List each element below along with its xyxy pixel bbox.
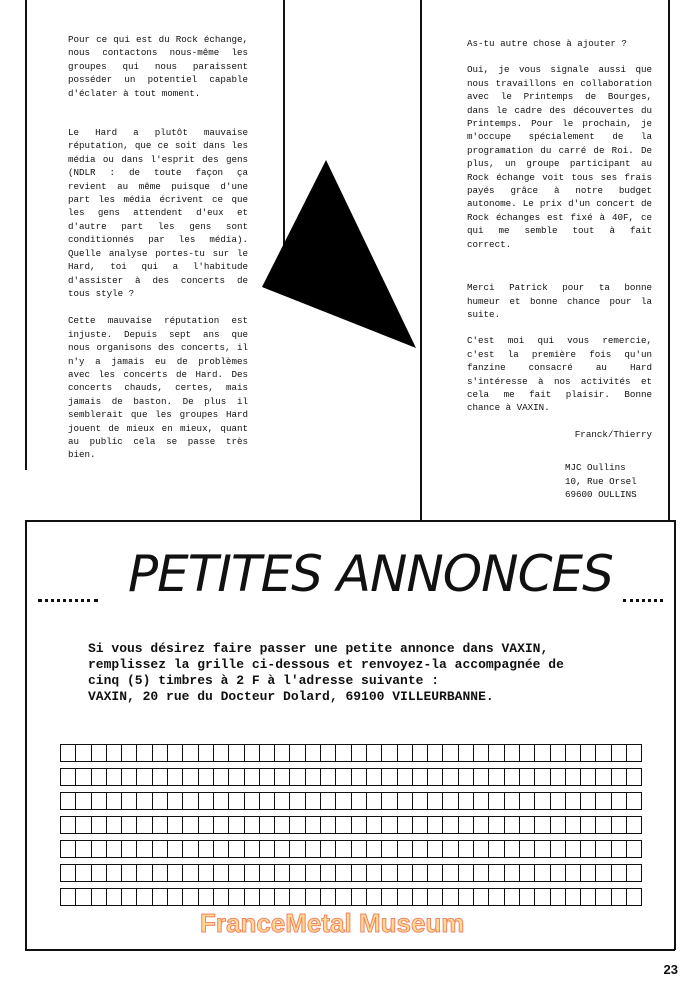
- grid-cell[interactable]: [168, 841, 183, 857]
- grid-cell[interactable]: [199, 841, 214, 857]
- grid-cell[interactable]: [168, 769, 183, 785]
- grid-cell[interactable]: [260, 865, 275, 881]
- grid-cell[interactable]: [627, 865, 641, 881]
- grid-row: [60, 888, 642, 906]
- grid-cell[interactable]: [443, 841, 458, 857]
- grid-cell[interactable]: [535, 769, 550, 785]
- grid-cell[interactable]: [520, 793, 535, 809]
- grid-cell[interactable]: [336, 865, 351, 881]
- grid-cell[interactable]: [199, 865, 214, 881]
- grid-cell[interactable]: [153, 841, 168, 857]
- grid-cell[interactable]: [76, 865, 91, 881]
- grid-cell[interactable]: [459, 889, 474, 905]
- grid-cell[interactable]: [489, 817, 504, 833]
- grid-cell[interactable]: [413, 769, 428, 785]
- grid-cell[interactable]: [428, 841, 443, 857]
- grid-cell[interactable]: [596, 865, 611, 881]
- grid-cell[interactable]: [505, 793, 520, 809]
- grid-cell[interactable]: [245, 769, 260, 785]
- grid-cell[interactable]: [214, 865, 229, 881]
- grid-cell[interactable]: [214, 769, 229, 785]
- grid-cell[interactable]: [459, 865, 474, 881]
- grid-cell[interactable]: [306, 841, 321, 857]
- grid-cell[interactable]: [367, 745, 382, 761]
- grid-cell[interactable]: [535, 817, 550, 833]
- grid-cell[interactable]: [199, 889, 214, 905]
- grid-cell[interactable]: [245, 817, 260, 833]
- grid-cell[interactable]: [336, 889, 351, 905]
- grid-cell[interactable]: [92, 745, 107, 761]
- grid-cell[interactable]: [352, 793, 367, 809]
- grid-cell[interactable]: [566, 769, 581, 785]
- grid-cell[interactable]: [596, 889, 611, 905]
- grid-cell[interactable]: [107, 745, 122, 761]
- grid-cell[interactable]: [443, 769, 458, 785]
- grid-cell[interactable]: [321, 889, 336, 905]
- grid-cell[interactable]: [398, 889, 413, 905]
- grid-cell[interactable]: [214, 841, 229, 857]
- grid-cell[interactable]: [551, 841, 566, 857]
- grid-cell[interactable]: [551, 817, 566, 833]
- grid-cell[interactable]: [581, 841, 596, 857]
- grid-cell[interactable]: [382, 889, 397, 905]
- grid-cell[interactable]: [183, 889, 198, 905]
- grid-cell[interactable]: [122, 889, 137, 905]
- grid-cell[interactable]: [321, 841, 336, 857]
- grid-cell[interactable]: [382, 769, 397, 785]
- grid-cell[interactable]: [275, 745, 290, 761]
- grid-cell[interactable]: [520, 745, 535, 761]
- grid-cell[interactable]: [306, 817, 321, 833]
- grid-cell[interactable]: [153, 817, 168, 833]
- grid-cell[interactable]: [229, 817, 244, 833]
- grid-cell[interactable]: [76, 769, 91, 785]
- left-column: [68, 33, 248, 488]
- grid-cell[interactable]: [122, 817, 137, 833]
- grid-cell[interactable]: [398, 865, 413, 881]
- classified-ad-grid: [60, 744, 642, 912]
- grid-cell[interactable]: [428, 817, 443, 833]
- grid-cell[interactable]: [306, 769, 321, 785]
- grid-cell[interactable]: [398, 841, 413, 857]
- grid-cell[interactable]: [321, 793, 336, 809]
- grid-cell[interactable]: [581, 769, 596, 785]
- grid-cell[interactable]: [489, 841, 504, 857]
- grid-cell[interactable]: [596, 745, 611, 761]
- grid-cell[interactable]: [336, 769, 351, 785]
- grid-cell[interactable]: [137, 841, 152, 857]
- grid-cell[interactable]: [581, 889, 596, 905]
- grid-cell[interactable]: [290, 841, 305, 857]
- grid-cell[interactable]: [137, 745, 152, 761]
- grid-cell[interactable]: [505, 841, 520, 857]
- thanks: Merci Patrick pour ta bonne humeur et bonne chance pour la suite.: [467, 282, 652, 320]
- grid-cell[interactable]: [382, 865, 397, 881]
- grid-cell[interactable]: [199, 769, 214, 785]
- grid-cell[interactable]: [321, 817, 336, 833]
- grid-cell[interactable]: [428, 793, 443, 809]
- grid-cell[interactable]: [428, 889, 443, 905]
- grid-cell[interactable]: [581, 865, 596, 881]
- grid-cell[interactable]: [168, 793, 183, 809]
- grid-cell[interactable]: [275, 769, 290, 785]
- grid-cell[interactable]: [520, 817, 535, 833]
- grid-cell[interactable]: [229, 745, 244, 761]
- grid-cell[interactable]: [153, 745, 168, 761]
- grid-cell[interactable]: [183, 841, 198, 857]
- grid-cell[interactable]: [627, 817, 641, 833]
- grid-cell[interactable]: [229, 865, 244, 881]
- grid-cell[interactable]: [596, 793, 611, 809]
- grid-cell[interactable]: [107, 793, 122, 809]
- grid-cell[interactable]: [352, 745, 367, 761]
- grid-cell[interactable]: [489, 889, 504, 905]
- grid-cell[interactable]: [459, 817, 474, 833]
- grid-cell[interactable]: [229, 841, 244, 857]
- grid-cell[interactable]: [153, 865, 168, 881]
- grid-cell[interactable]: [612, 889, 627, 905]
- grid-cell[interactable]: [398, 769, 413, 785]
- grid-cell[interactable]: [306, 889, 321, 905]
- grid-cell[interactable]: [183, 817, 198, 833]
- grid-cell[interactable]: [260, 769, 275, 785]
- grid-cell[interactable]: [61, 865, 76, 881]
- grid-row: [60, 768, 642, 786]
- grid-cell[interactable]: [520, 865, 535, 881]
- grid-cell[interactable]: [61, 841, 76, 857]
- grid-cell[interactable]: [107, 841, 122, 857]
- grid-cell[interactable]: [61, 793, 76, 809]
- grid-cell[interactable]: [443, 817, 458, 833]
- grid-cell[interactable]: [61, 817, 76, 833]
- grid-cell[interactable]: [474, 817, 489, 833]
- reply: C'est moi qui vous remercie, c'est la première fois qu'un fanzine consacré au Hard s'intéresse à nos activités et cela me fait plaisir. Bonne chance à VAXIN.: [467, 335, 652, 414]
- grid-cell[interactable]: [260, 793, 275, 809]
- grid-cell[interactable]: [199, 817, 214, 833]
- grid-cell[interactable]: [413, 841, 428, 857]
- grid-cell[interactable]: [92, 817, 107, 833]
- grid-cell[interactable]: [566, 745, 581, 761]
- grid-cell[interactable]: [306, 865, 321, 881]
- grid-row: [60, 840, 642, 858]
- grid-cell[interactable]: [612, 841, 627, 857]
- paragraph: Pour ce qui est du Rock échange, nous contactons nous-même les groupes qui nous paraissent posséder un potentiel capable d'éclater à tout moment.: [68, 34, 248, 99]
- grid-cell[interactable]: [566, 817, 581, 833]
- grid-cell[interactable]: [566, 793, 581, 809]
- grid-cell[interactable]: [474, 889, 489, 905]
- grid-row: [60, 792, 642, 810]
- grid-cell[interactable]: [214, 745, 229, 761]
- grid-cell[interactable]: [229, 793, 244, 809]
- grid-cell[interactable]: [551, 793, 566, 809]
- grid-cell[interactable]: [245, 865, 260, 881]
- grid-cell[interactable]: [367, 769, 382, 785]
- grid-cell[interactable]: [275, 841, 290, 857]
- right-column: [467, 37, 652, 501]
- intro-line: VAXIN, 20 rue du Docteur Dolard, 69100 VILLEURBANNE.: [88, 689, 494, 704]
- grid-cell[interactable]: [367, 817, 382, 833]
- grid-cell[interactable]: [535, 745, 550, 761]
- grid-cell[interactable]: [76, 817, 91, 833]
- grid-cell[interactable]: [443, 793, 458, 809]
- grid-cell[interactable]: [352, 817, 367, 833]
- grid-cell[interactable]: [352, 889, 367, 905]
- grid-cell[interactable]: [214, 817, 229, 833]
- grid-cell[interactable]: [398, 817, 413, 833]
- grid-cell[interactable]: [168, 817, 183, 833]
- watermark: FranceMetal Museum: [200, 908, 465, 938]
- paragraph: Le Hard a plutôt mauvaise réputation, que ce soit dans les média ou dans l'esprit des gens (NDLR : de toute façon ça revient au même puisque d'une part les média écrivent ce que les gens attendent d'eux et d'autre part les gens sont conditionnés par les média). Quelle analyse portes-tu sur le Hard, toi qui a l'habitude d'assister à des concerts de tous style ?: [68, 127, 248, 299]
- grid-cell[interactable]: [122, 745, 137, 761]
- grid-cell[interactable]: [260, 745, 275, 761]
- grid-cell[interactable]: [505, 769, 520, 785]
- grid-cell[interactable]: [122, 769, 137, 785]
- grid-cell[interactable]: [459, 769, 474, 785]
- grid-cell[interactable]: [566, 889, 581, 905]
- grid-cell[interactable]: [596, 769, 611, 785]
- grid-cell[interactable]: [336, 841, 351, 857]
- classifieds-intro: [88, 641, 564, 705]
- grid-cell[interactable]: [168, 745, 183, 761]
- grid-cell[interactable]: [551, 889, 566, 905]
- grid-cell[interactable]: [627, 889, 641, 905]
- grid-cell[interactable]: [520, 841, 535, 857]
- grid-cell[interactable]: [627, 841, 641, 857]
- question: As-tu autre chose à ajouter ?: [467, 38, 627, 49]
- grid-cell[interactable]: [505, 865, 520, 881]
- grid-cell[interactable]: [153, 769, 168, 785]
- grid-cell[interactable]: [229, 769, 244, 785]
- grid-cell[interactable]: [505, 745, 520, 761]
- grid-cell[interactable]: [275, 793, 290, 809]
- grid-cell[interactable]: [382, 841, 397, 857]
- grid-cell[interactable]: [168, 889, 183, 905]
- grid-cell[interactable]: [612, 769, 627, 785]
- grid-cell[interactable]: [566, 841, 581, 857]
- page-number: 23: [663, 962, 678, 977]
- classifieds-title: PETITES ANNONCES: [128, 545, 613, 603]
- grid-cell[interactable]: [137, 793, 152, 809]
- grid-cell[interactable]: [107, 865, 122, 881]
- grid-cell[interactable]: [382, 745, 397, 761]
- grid-cell[interactable]: [367, 793, 382, 809]
- grid-cell[interactable]: [505, 889, 520, 905]
- grid-cell[interactable]: [612, 865, 627, 881]
- grid-cell[interactable]: [413, 817, 428, 833]
- grid-cell[interactable]: [566, 865, 581, 881]
- grid-cell[interactable]: [153, 793, 168, 809]
- grid-cell[interactable]: [137, 865, 152, 881]
- grid-cell[interactable]: [520, 889, 535, 905]
- grid-cell[interactable]: [92, 841, 107, 857]
- grid-cell[interactable]: [459, 841, 474, 857]
- grid-cell[interactable]: [183, 865, 198, 881]
- grid-cell[interactable]: [321, 745, 336, 761]
- grid-cell[interactable]: [382, 817, 397, 833]
- grid-cell[interactable]: [336, 793, 351, 809]
- grid-cell[interactable]: [214, 793, 229, 809]
- grid-cell[interactable]: [489, 745, 504, 761]
- grid-cell[interactable]: [413, 793, 428, 809]
- grid-cell[interactable]: [612, 793, 627, 809]
- grid-cell[interactable]: [260, 889, 275, 905]
- grid-cell[interactable]: [260, 841, 275, 857]
- grid-cell[interactable]: [489, 865, 504, 881]
- grid-cell[interactable]: [61, 769, 76, 785]
- grid-cell[interactable]: [474, 745, 489, 761]
- dotted-rule: [38, 599, 98, 602]
- grid-cell[interactable]: [535, 793, 550, 809]
- grid-cell[interactable]: [459, 793, 474, 809]
- grid-cell[interactable]: [489, 793, 504, 809]
- grid-cell[interactable]: [275, 889, 290, 905]
- grid-cell[interactable]: [535, 865, 550, 881]
- grid-cell[interactable]: [290, 865, 305, 881]
- grid-cell[interactable]: [290, 889, 305, 905]
- grid-cell[interactable]: [92, 769, 107, 785]
- grid-cell[interactable]: [76, 841, 91, 857]
- classifieds-heading: [38, 545, 663, 615]
- grid-cell[interactable]: [122, 865, 137, 881]
- intro-line: remplissez la grille ci-dessous et renvoyez-la accompagnée de: [88, 657, 564, 672]
- grid-cell[interactable]: [581, 793, 596, 809]
- grid-row: [60, 864, 642, 882]
- grid-cell[interactable]: [168, 865, 183, 881]
- grid-cell[interactable]: [245, 793, 260, 809]
- classifieds-border: [25, 949, 675, 951]
- grid-cell[interactable]: [229, 889, 244, 905]
- grid-cell[interactable]: [535, 889, 550, 905]
- grid-cell[interactable]: [61, 745, 76, 761]
- grid-cell[interactable]: [428, 745, 443, 761]
- grid-cell[interactable]: [76, 745, 91, 761]
- grid-cell[interactable]: [61, 889, 76, 905]
- grid-cell[interactable]: [275, 817, 290, 833]
- grid-cell[interactable]: [627, 745, 641, 761]
- signature: Franck/Thierry: [574, 428, 652, 440]
- grid-cell[interactable]: [612, 745, 627, 761]
- grid-cell[interactable]: [551, 769, 566, 785]
- grid-cell[interactable]: [596, 841, 611, 857]
- grid-cell[interactable]: [290, 769, 305, 785]
- grid-cell[interactable]: [306, 745, 321, 761]
- grid-cell[interactable]: [367, 889, 382, 905]
- grid-cell[interactable]: [627, 793, 641, 809]
- dotted-rule: [623, 599, 663, 602]
- grid-cell[interactable]: [290, 817, 305, 833]
- grid-cell[interactable]: [336, 745, 351, 761]
- grid-cell[interactable]: [153, 889, 168, 905]
- grid-cell[interactable]: [199, 745, 214, 761]
- grid-cell[interactable]: [413, 745, 428, 761]
- grid-cell[interactable]: [306, 793, 321, 809]
- grid-cell[interactable]: [551, 865, 566, 881]
- grid-cell[interactable]: [107, 889, 122, 905]
- grid-cell[interactable]: [489, 769, 504, 785]
- intro-line: Si vous désirez faire passer une petite annonce dans VAXIN,: [88, 641, 549, 656]
- grid-cell[interactable]: [245, 889, 260, 905]
- grid-cell[interactable]: [107, 817, 122, 833]
- grid-cell[interactable]: [413, 865, 428, 881]
- grid-cell[interactable]: [260, 817, 275, 833]
- grid-cell[interactable]: [76, 889, 91, 905]
- grid-cell[interactable]: [596, 817, 611, 833]
- grid-cell[interactable]: [183, 769, 198, 785]
- grid-cell[interactable]: [290, 793, 305, 809]
- address-line: 10, Rue Orsel: [565, 475, 637, 487]
- grid-cell[interactable]: [398, 793, 413, 809]
- grid-row: [60, 816, 642, 834]
- grid-cell[interactable]: [92, 865, 107, 881]
- grid-cell[interactable]: [474, 865, 489, 881]
- grid-cell[interactable]: [76, 793, 91, 809]
- grid-cell[interactable]: [474, 793, 489, 809]
- grid-cell[interactable]: [367, 841, 382, 857]
- grid-cell[interactable]: [137, 817, 152, 833]
- grid-cell[interactable]: [122, 793, 137, 809]
- grid-cell[interactable]: [352, 769, 367, 785]
- grid-cell[interactable]: [183, 793, 198, 809]
- grid-cell[interactable]: [321, 769, 336, 785]
- grid-cell[interactable]: [428, 769, 443, 785]
- grid-cell[interactable]: [107, 769, 122, 785]
- grid-cell[interactable]: [183, 745, 198, 761]
- grid-cell[interactable]: [581, 745, 596, 761]
- grid-cell[interactable]: [321, 865, 336, 881]
- grid-cell[interactable]: [535, 841, 550, 857]
- grid-cell[interactable]: [474, 841, 489, 857]
- grid-cell[interactable]: [92, 793, 107, 809]
- grid-cell[interactable]: [443, 745, 458, 761]
- grid-cell[interactable]: [137, 769, 152, 785]
- paragraph: Cette mauvaise réputation est injuste. Depuis sept ans que nous organisons des concerts, il n'y a jamais eu de problèmes avec les concerts de Hard. Des concerts chauds, certes, mais jamais de baston. De plus il semblerait que les groupes Hard jouent de mieux en mieux, quant au public cela se passe très bien.: [68, 315, 248, 461]
- grid-cell[interactable]: [367, 865, 382, 881]
- grid-cell[interactable]: [352, 841, 367, 857]
- grid-cell[interactable]: [627, 769, 641, 785]
- grid-cell[interactable]: [382, 793, 397, 809]
- address-line: 69600 OULLINS: [565, 488, 637, 500]
- grid-cell[interactable]: [413, 889, 428, 905]
- grid-cell[interactable]: [199, 793, 214, 809]
- grid-cell[interactable]: [505, 817, 520, 833]
- grid-cell[interactable]: [245, 841, 260, 857]
- grid-cell[interactable]: [137, 889, 152, 905]
- grid-cell[interactable]: [459, 745, 474, 761]
- grid-cell[interactable]: [122, 841, 137, 857]
- grid-cell[interactable]: [352, 865, 367, 881]
- grid-cell[interactable]: [581, 817, 596, 833]
- grid-cell[interactable]: [290, 745, 305, 761]
- grid-cell[interactable]: [474, 769, 489, 785]
- address-line: MJC Oullins: [565, 462, 626, 474]
- grid-cell[interactable]: [428, 865, 443, 881]
- grid-cell[interactable]: [443, 865, 458, 881]
- grid-row: [60, 744, 642, 762]
- grid-cell[interactable]: [92, 889, 107, 905]
- grid-cell[interactable]: [336, 817, 351, 833]
- grid-cell[interactable]: [214, 889, 229, 905]
- grid-cell[interactable]: [520, 769, 535, 785]
- answer: Oui, je vous signale aussi que nous travaillons en collaboration avec le Printemps de Bourges, dans le cadre des découvertes du Printemps. Pour le prochain, je m'occupe spécialement de la programation du carré de Roi. De plus, un groupe participant au Rock échange voit tous ses frais payés grâce à notre budget autonome. Le prix d'un concert de Rock échanges est fixé à 40F, ce qui me semble tout à fait correct.: [467, 64, 652, 250]
- grid-cell[interactable]: [398, 745, 413, 761]
- grid-cell[interactable]: [612, 817, 627, 833]
- grid-cell[interactable]: [275, 865, 290, 881]
- grid-cell[interactable]: [443, 889, 458, 905]
- grid-cell[interactable]: [551, 745, 566, 761]
- grid-cell[interactable]: [245, 745, 260, 761]
- intro-line: cinq (5) timbres à 2 F à l'adresse suivante :: [88, 673, 440, 688]
